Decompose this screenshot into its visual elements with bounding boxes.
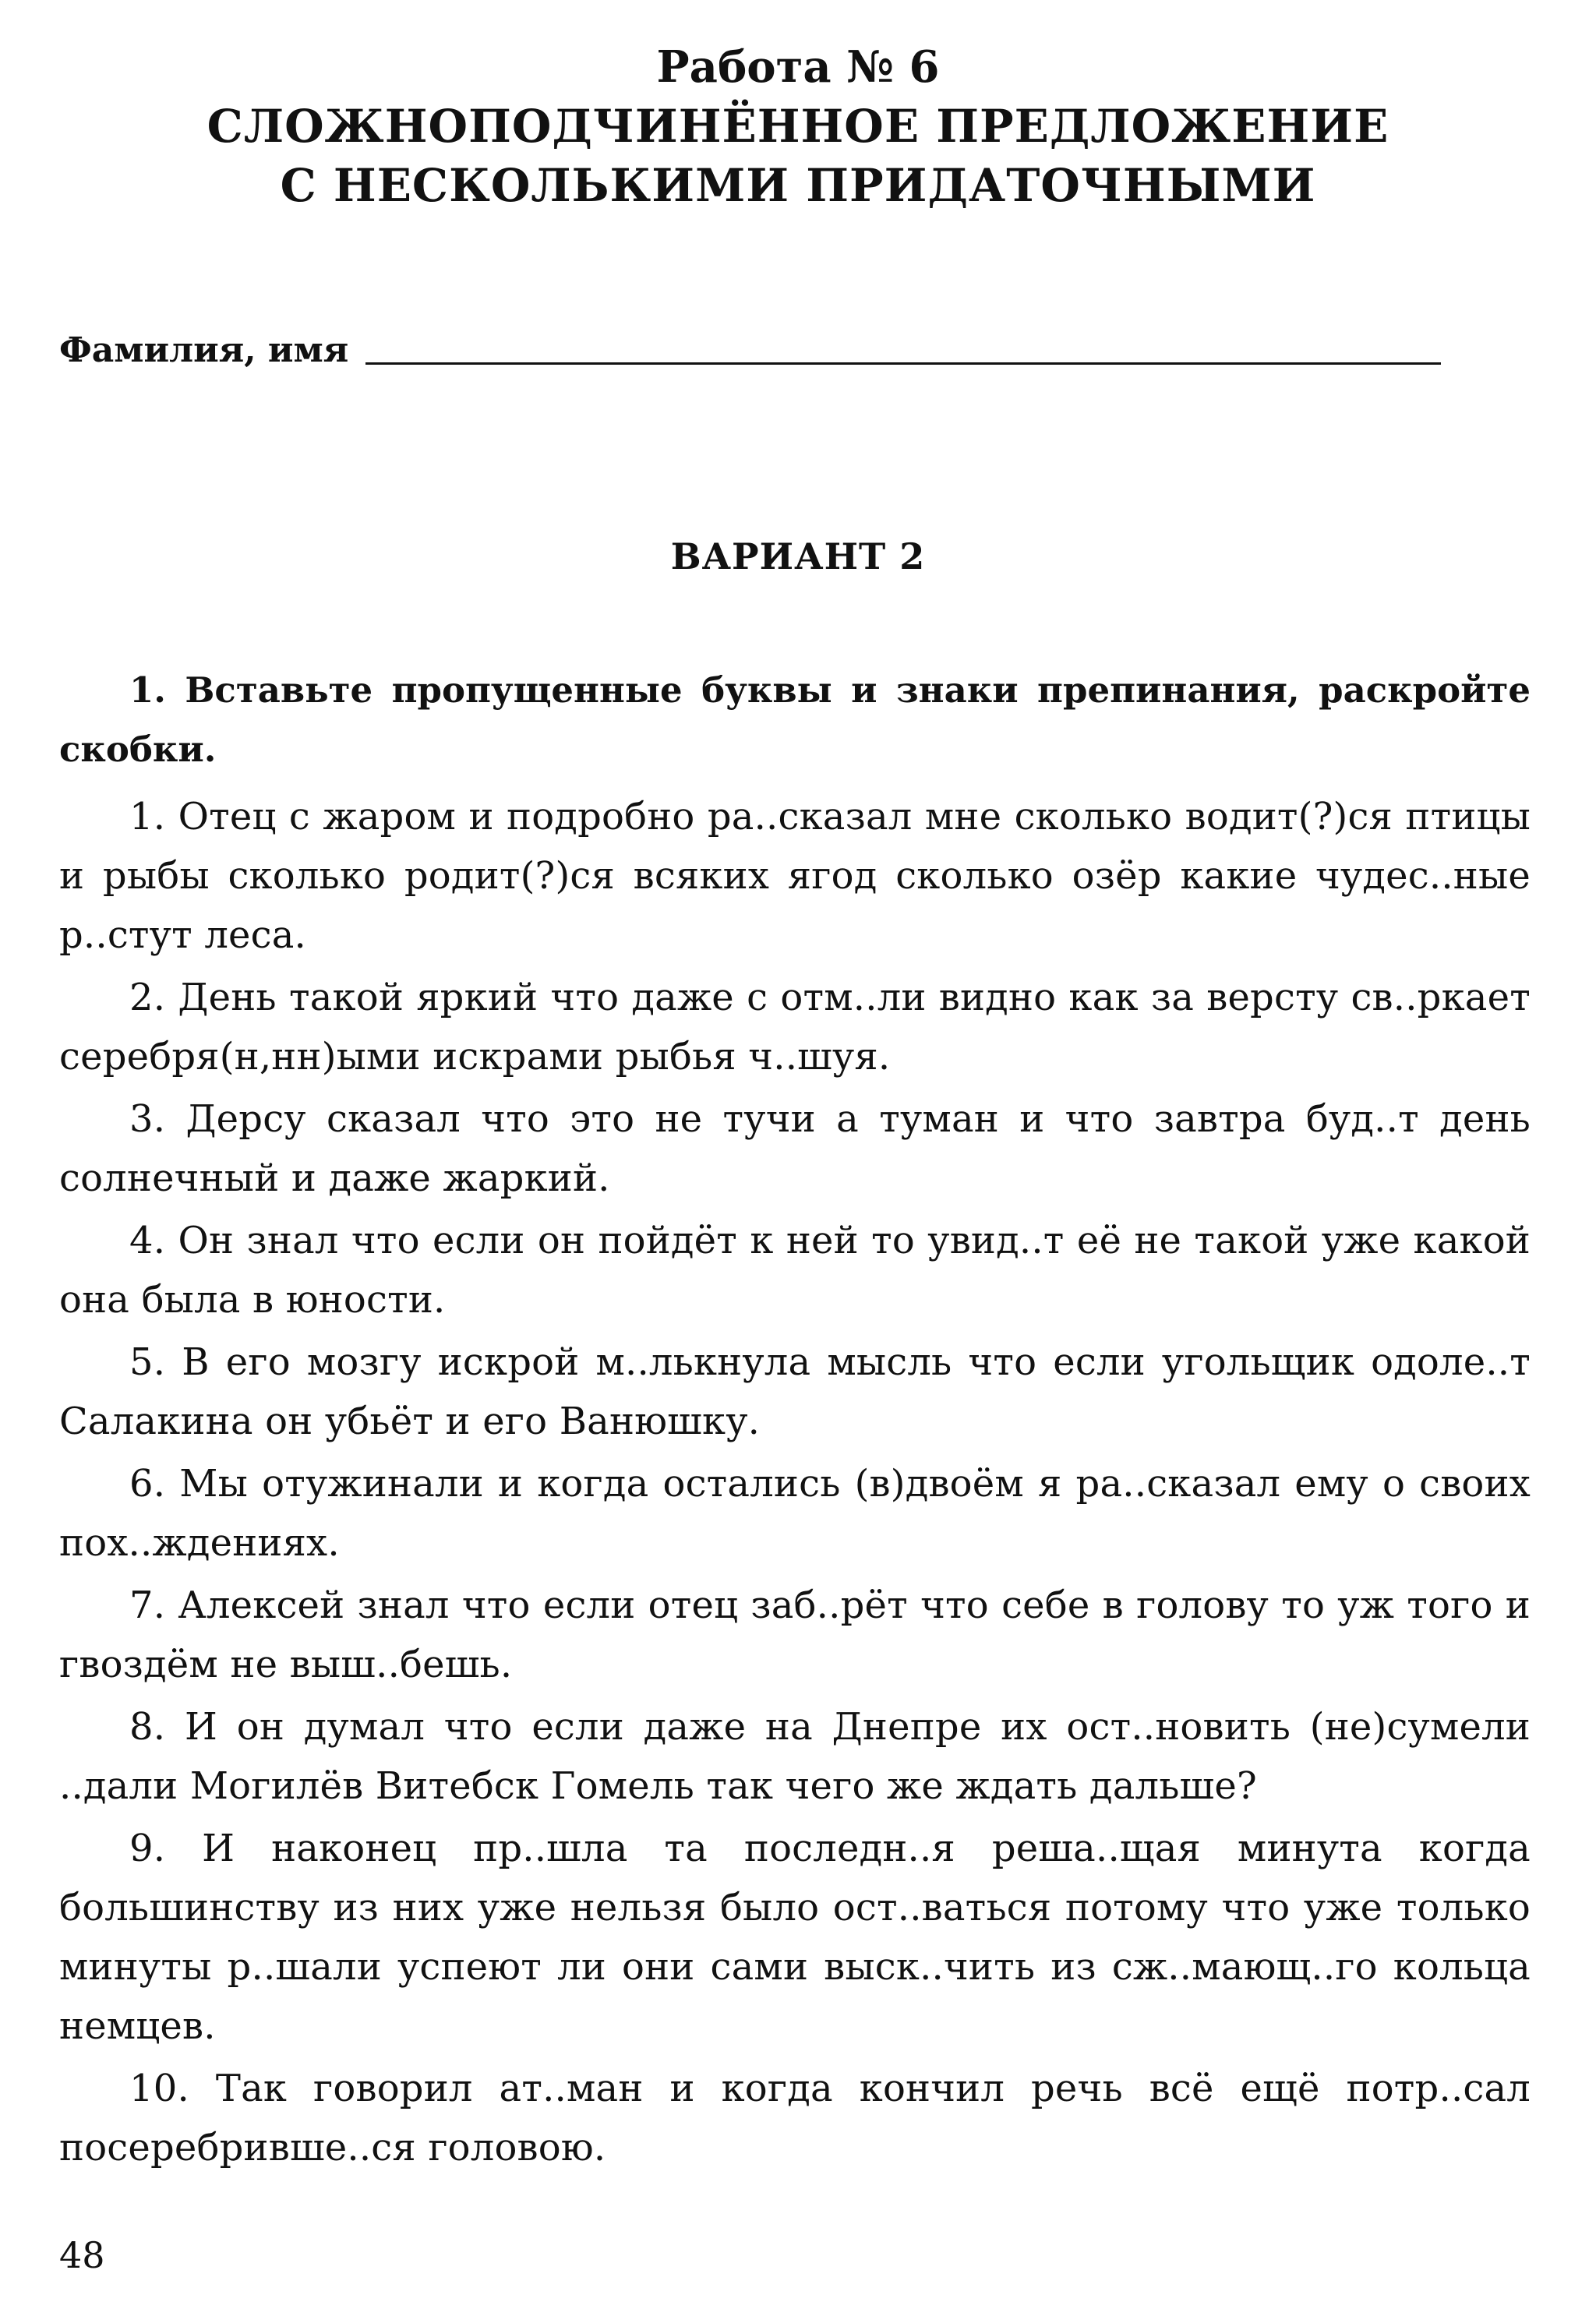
topic-line-2: С НЕСКОЛЬКИМИ ПРИДАТОЧНЫМИ (280, 159, 1316, 212)
sentence-item: 4. Он знал что если он пойдёт к ней то увид..т её не такой уже какой она была в юности. (59, 1219, 1531, 1322)
sentence-item: 7. Алексей знал что если отец заб..рёт что себе в голову то уж того и гвоздём не выш..бешь. (59, 1583, 1531, 1686)
sentence-list (59, 787, 1531, 2180)
sentence-item: 8. И он думал что если даже на Днепре их ост..новить (не)сумели ..дали Могилёв Витебск Гомель так чего же ждать дальше? (59, 1705, 1531, 1808)
sentence-item: 9. И наконец пр..шла та последн..я реша..щая минута когда большинству из них уже нельзя было ост..ваться потому что уже только минуты р..шали успеют ли они сами выск..чить из сж..мающ..го кольца немцев. (59, 1827, 1531, 2048)
title-block (0, 37, 1596, 215)
sentence-item: 6. Мы отужинали и когда остались (в)двоём я ра..сказал ему о своих пох..ждениях. (59, 1462, 1531, 1565)
page-number: 48 (59, 2234, 105, 2276)
student-name-row (59, 326, 1493, 372)
topic-line-1: СЛОЖНОПОДЧИНЁННОЕ ПРЕДЛОЖЕНИЕ (207, 100, 1389, 153)
task-heading: 1. Вставьте пропущенные буквы и знаки препинания, раскройте скобки. (59, 669, 1531, 770)
student-name-field[interactable] (365, 362, 1441, 365)
sentence-item: 5. В его мозгу искрой м..лькнула мысль что если угольщик одоле..т Салакина он убьёт и его Ванюшку. (59, 1340, 1531, 1443)
work-number: Работа № 6 (656, 41, 940, 93)
student-name-label: Фамилия, имя (59, 330, 349, 370)
sentence-item: 3. Дерсу сказал что это не тучи а туман и что завтра буд..т день солнечный и даже жаркий. (59, 1097, 1531, 1200)
sentence-item: 10. Так говорил ат..ман и когда кончил речь всё ещё потр..сал посеребривше..ся головою. (59, 2067, 1531, 2169)
sentence-item: 2. День такой яркий что даже с отм..ли видно как за версту св..ркает серебря(н,нн)ыми искрами рыбья ч..шуя. (59, 976, 1531, 1079)
variant-heading: ВАРИАНТ 2 (670, 535, 926, 577)
sentence-item: 1. Отец с жаром и подробно ра..сказал мне сколько водит(?)ся птицы и рыбы сколько родит(?)ся всяких ягод сколько озёр какие чудес..ные р..стут леса. (59, 795, 1531, 957)
